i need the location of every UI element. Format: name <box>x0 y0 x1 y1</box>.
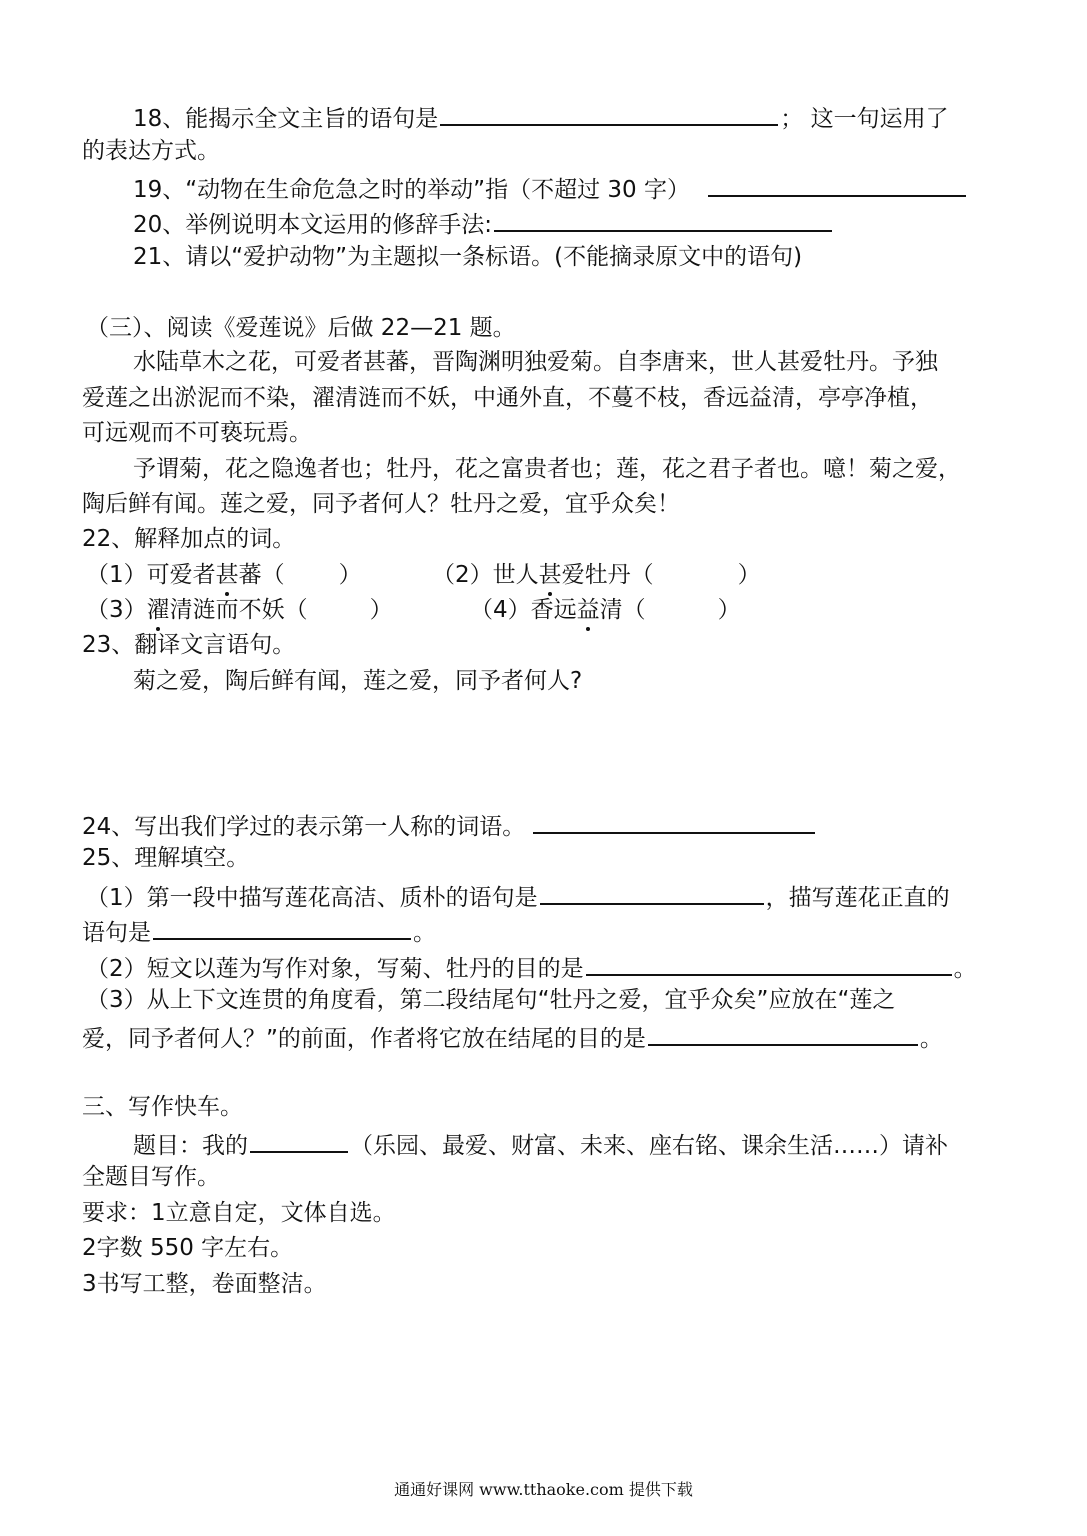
dotted-word: 甚 <box>216 558 239 592</box>
question-23-title: 23、翻译文言语句。 <box>82 632 296 658</box>
footer-download-note: 通通好课网 www.tthaoke.com 提供下载 <box>394 1480 693 1499</box>
question-25-item3-line2: 爱，同予者何人？”的前面，作者将它放在结尾的目的是 。 <box>82 1018 943 1052</box>
question-25-item2: （2）短文以莲为写作对象，写菊、牡丹的目的是 。 <box>86 948 977 982</box>
question-24 <box>82 806 817 840</box>
question-25-item1-line2: 语句是 。 <box>82 912 436 946</box>
writing-requirement-1: 要求：1立意自定，文体自选。 <box>82 1200 396 1226</box>
dotted-word: 益 <box>577 593 600 627</box>
question-18-text-3: 的表达方式。 <box>82 138 220 164</box>
question-19 <box>133 169 968 203</box>
question-22-row1: （1）可爱者甚蕃（ ） <box>86 558 362 592</box>
writing-requirement-3: 3书写工整，卷面整洁。 <box>82 1271 327 1297</box>
question-18-text: 18、能揭示全文主旨的语句是 <box>133 106 439 132</box>
passage-p1-line2: 爱莲之出淤泥而不染，濯清涟而不妖，中通外直，不蔓不枝，香远益清，亭亭净植， <box>82 385 933 411</box>
question-21 <box>133 240 802 274</box>
answer-blank-19[interactable] <box>708 169 966 197</box>
answer-blank-25-1b[interactable] <box>153 912 411 940</box>
passage-p2-line1: 予谓菊，花之隐逸者也；牡丹，花之富贵者也；莲，花之君子者也。噫！菊之爱， <box>133 456 961 482</box>
question-20 <box>133 204 834 238</box>
answer-blank-title[interactable] <box>250 1125 348 1153</box>
dotted-word: 甚 <box>539 558 562 592</box>
question-25-title: 25、理解填空。 <box>82 845 250 871</box>
question-23-sentence: 菊之爱，陶后鲜有闻，莲之爱，同予者何人? <box>133 668 583 694</box>
passage-p1-line1: 水陆草木之花，可爱者甚蕃，晋陶渊明独爱菊。自李唐来，世人甚爱牡丹。予独 <box>133 349 938 375</box>
question-21-text: 21、请以“爱护动物”为主题拟一条标语。(不能摘录原文中的语句) <box>133 244 803 270</box>
answer-blank-20[interactable] <box>494 204 832 232</box>
question-20-text: 20、举例说明本文运用的修辞手法: <box>133 212 493 238</box>
question-25-item3-line1: （3）从上下文连贯的角度看，第二段结尾句“牡丹之爱，宜乎众矣”应放在“莲之 <box>86 987 896 1013</box>
question-22-row2: （3）濯清涟而不妖（ ） <box>86 593 393 627</box>
writing-requirement-2: 2字数 550 字左右。 <box>82 1235 294 1261</box>
section-3-title: （三）、阅读《爱莲说》后做 22—21 题。 <box>86 315 516 341</box>
passage-p1-line3: 可远观而不可亵玩焉。 <box>82 420 312 446</box>
writing-title: 三、写作快车。 <box>82 1094 243 1120</box>
answer-blank-25-2[interactable] <box>586 948 952 976</box>
question-18-line2 <box>82 134 220 168</box>
question-18-line1 <box>133 98 949 132</box>
answer-blank-25-3[interactable] <box>648 1018 918 1046</box>
question-25-item1-line1: （1）第一段中描写莲花高洁、质朴的语句是 ，描写莲花正直的 <box>86 877 950 911</box>
answer-blank-25-1a[interactable] <box>540 877 764 905</box>
answer-blank-24[interactable] <box>533 806 815 834</box>
answer-blank-18[interactable] <box>440 98 778 126</box>
question-18-text-2: ； 这一句运用了 <box>780 106 949 132</box>
writing-prompt-line1: 题目：我的 （乐园、最爱、财富、未来、座右铭、课余生活……）请补 <box>133 1125 948 1159</box>
question-19-text: 19、“动物在生命危急之时的举动”指（不超过 30 字） <box>133 177 690 203</box>
question-22-title: 22、解释加点的词。 <box>82 526 296 552</box>
question-22-row1-item2: （2）世人甚爱牡丹（ ） <box>432 558 761 592</box>
question-24-text: 24、写出我们学过的表示第一人称的词语。 <box>82 814 526 840</box>
question-22-row2-item4: （4）香远益清（ ） <box>470 593 741 627</box>
writing-prompt-line2: 全题目写作。 <box>82 1164 220 1190</box>
passage-p2-line2: 陶后鲜有闻。莲之爱，同予者何人？牡丹之爱，宜乎众矣！ <box>82 491 680 517</box>
dotted-word: 濯 <box>147 593 170 627</box>
